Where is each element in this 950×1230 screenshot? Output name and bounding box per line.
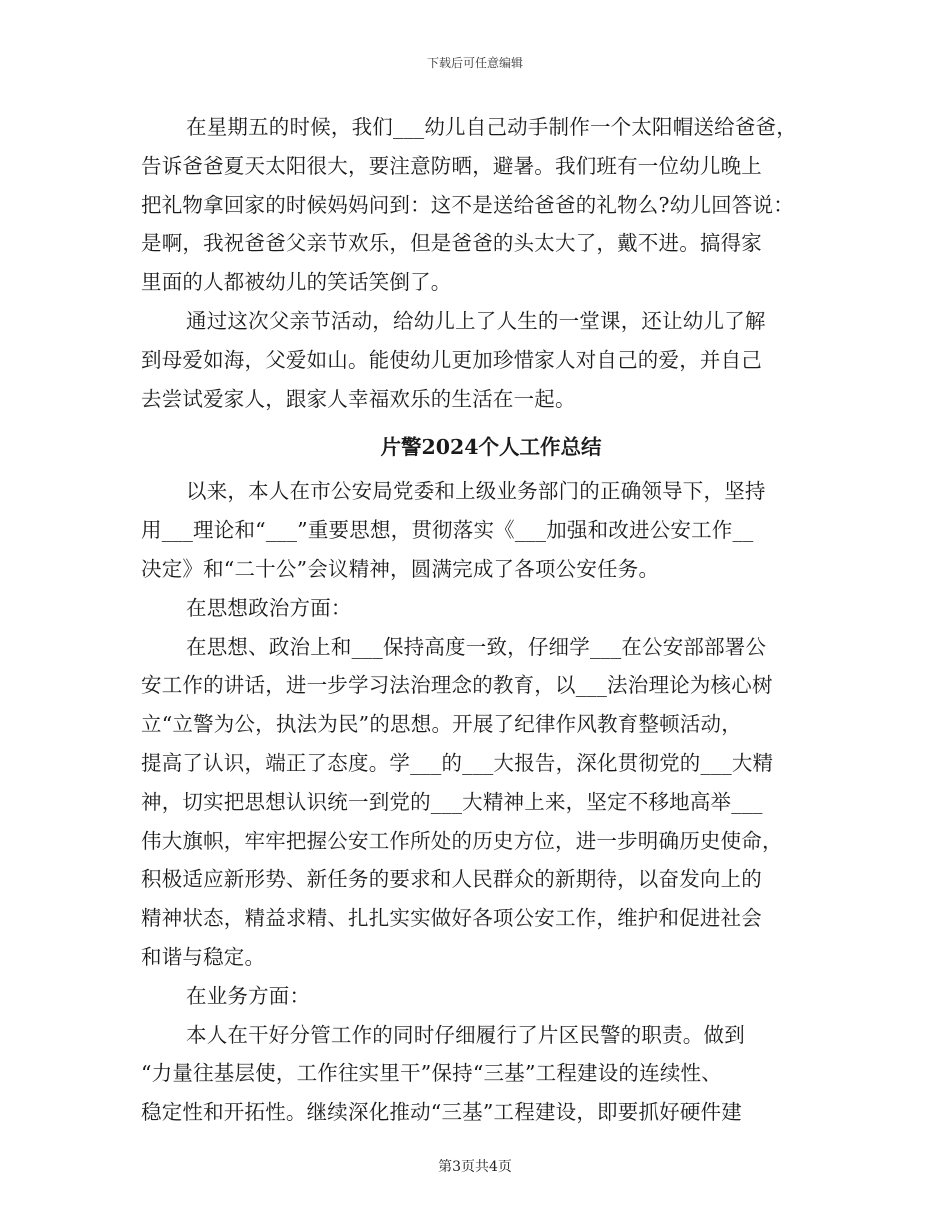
text-line: 安工作的讲话，进一步学习法治理念的教育，以___法治理论为核心树	[141, 673, 773, 698]
page-number-footer: 第3页共4页	[438, 1159, 512, 1175]
paragraph-6	[141, 977, 831, 1016]
text-line: 通过这次父亲节活动，给幼儿上了人生的一堂课，还让幼儿了解	[186, 308, 766, 333]
document-body	[141, 108, 831, 1132]
text-line: 以来，本人在市公安局党委和上级业务部门的正确领导下，坚持	[186, 479, 766, 504]
text-line: 里面的人都被幼儿的笑话笑倒了。	[141, 270, 452, 295]
text-line: 本人在干好分管工作的同时仔细履行了片区民警的职责。做到	[186, 1022, 745, 1047]
text-line: 是啊，我祝爸爸父亲节欢乐，但是爸爸的头太大了，戴不进。搞得家	[141, 231, 762, 256]
text-line: 和谐与稳定。	[141, 944, 266, 969]
text-line: 积极适应新形势、新任务的要求和人民群众的新期待，以奋发向上的	[141, 867, 762, 892]
paragraph-7	[141, 1016, 831, 1132]
section-title: 片警2024个人工作总结	[380, 435, 602, 460]
text-line: 提高了认识，端正了态度。学___的___大报告，深化贯彻党的___大精	[141, 750, 774, 775]
text-line: 伟大旗帜，牢牢把握公安工作所处的历史方位，进一步明确历史使命，	[141, 828, 783, 853]
page-header-note: 下载后可任意编辑	[426, 56, 523, 70]
paragraph-5	[141, 628, 831, 977]
text-line: 告诉爸爸夏天太阳很大，要注意防晒，避暑。我们班有一位幼儿晚上	[141, 153, 762, 178]
text-line: 精神状态，精益求精、扎扎实实做好各项公安工作，维护和促进社会	[141, 906, 762, 931]
subheading-business: 在业务方面：	[186, 983, 311, 1008]
text-line: 把礼物拿回家的时候妈妈问到：这不是送给爸爸的礼物么?幼儿回答说：	[141, 192, 794, 217]
paragraph-4	[141, 589, 831, 628]
paragraph-3	[141, 472, 831, 588]
text-line: 去尝试爱家人，跟家人幸福欢乐的生活在一起。	[141, 386, 576, 411]
text-line: 用___理论和“___”重要思想，贯彻落实《___加强和改进公安工作__	[141, 518, 754, 543]
paragraph-2	[141, 302, 831, 418]
text-line: “力量往基层使，工作往实里干”保持“三基”工程建设的连续性、	[141, 1061, 722, 1086]
text-line: 立“立警为公，执法为民”的思想。开展了纪律作风教育整顿活动，	[141, 712, 742, 737]
text-line: 到母爱如海，父爱如山。能使幼儿更加珍惜家人对自己的爱，并自己	[141, 347, 762, 372]
text-line: 神，切实把思想认识统一到党的___大精神上来，坚定不移地高举___	[141, 789, 763, 814]
text-line: 稳定性和开拓性。继续深化推动“三基”工程建设，即要抓好硬件建	[141, 1100, 742, 1125]
subheading-political: 在思想政治方面：	[186, 595, 352, 620]
text-line: 决定》和“二十公”会议精神，圆满完成了各项公安任务。	[141, 556, 660, 581]
paragraph-1	[141, 108, 831, 302]
text-line: 在星期五的时候，我们___幼儿自己动手制作一个太阳帽送给爸爸，	[186, 115, 797, 139]
text-line: 在思想、政治上和___保持高度一致，仔细学___在公安部部署公	[186, 634, 767, 659]
